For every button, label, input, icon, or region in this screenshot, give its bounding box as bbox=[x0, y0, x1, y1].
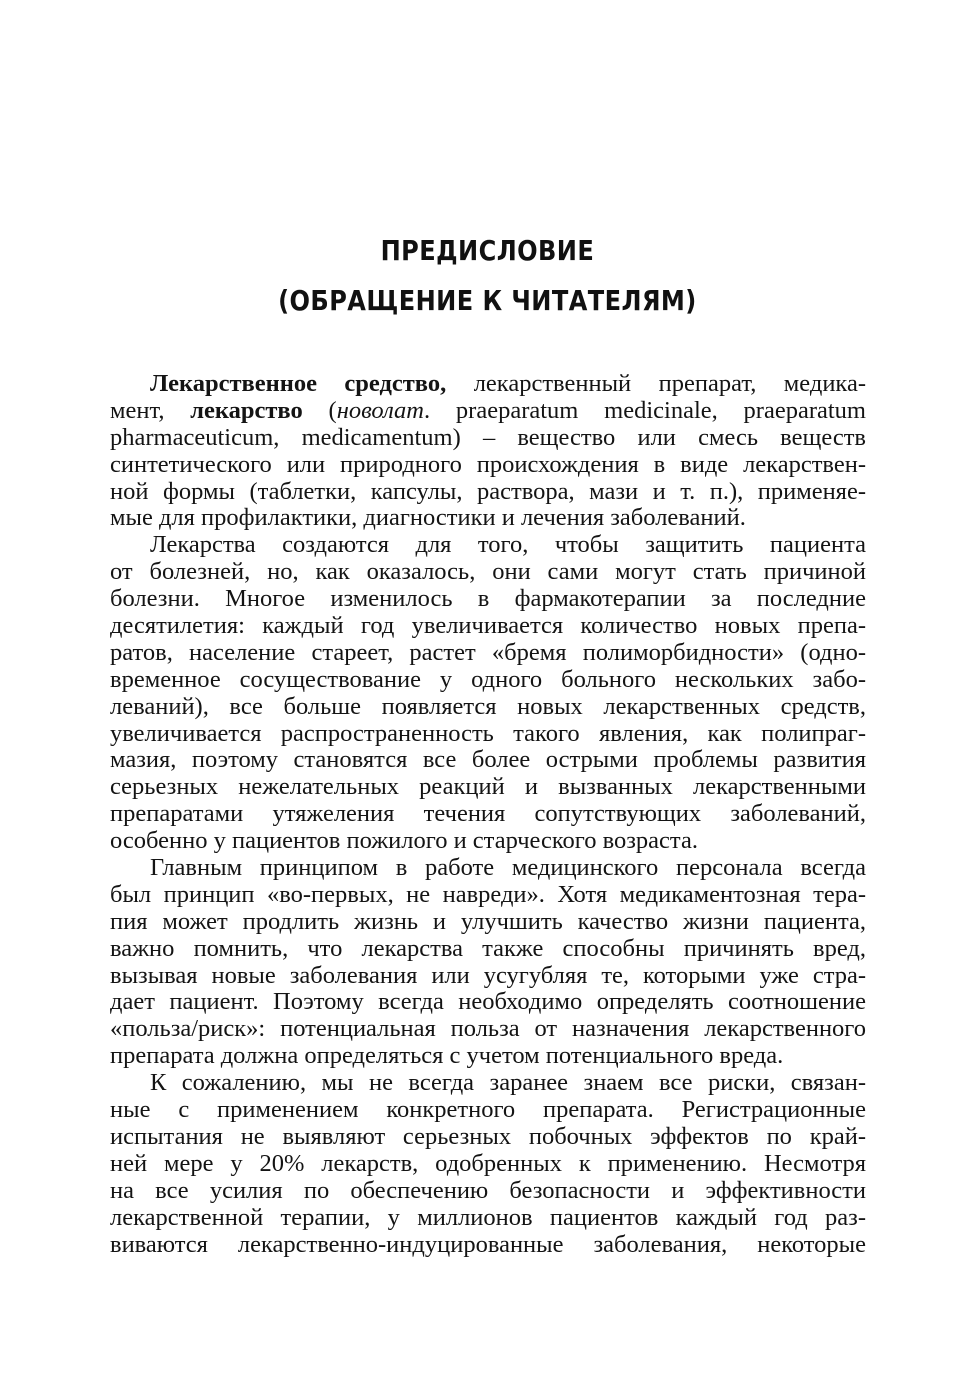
text-segment: Лекарства создаются для того, чтобы защитить пациента bbox=[150, 531, 866, 559]
text-segment: от болезней, но, как оказалось, они сами могут стать причиной bbox=[110, 558, 866, 586]
text-line bbox=[110, 505, 866, 532]
text-line bbox=[110, 1205, 866, 1232]
text-segment: ней мере у 20% лекарств, одобренных к применению. Несмотря bbox=[110, 1149, 866, 1177]
text-line bbox=[110, 774, 866, 801]
bold-term: лекарство bbox=[190, 396, 303, 424]
text-segment: испытания не выявляют серьезных побочных эффектов по край- bbox=[110, 1122, 866, 1150]
text-line bbox=[110, 963, 866, 990]
text-line bbox=[110, 909, 866, 936]
text-segment: препаратами утяжеления течения сопутствующих заболеваний, bbox=[110, 800, 866, 828]
text-line bbox=[110, 747, 866, 774]
text-segment: временное сосуществование у одного больного нескольких забо- bbox=[110, 665, 866, 693]
heading-line-1: ПРЕДИСЛОВИЕ bbox=[380, 234, 595, 267]
text-segment: на все усилия по обеспечению безопасности и эффективности bbox=[110, 1176, 866, 1204]
text-line bbox=[110, 936, 866, 963]
text-segment: ной формы (таблетки, капсулы, раствора, мази и т. п.), применяе- bbox=[110, 477, 866, 505]
text-segment: Главным принципом в работе медицинского персонала всегда bbox=[150, 854, 866, 882]
text-line bbox=[110, 801, 866, 828]
paragraph bbox=[110, 1070, 866, 1258]
heading-line-2: (ОБРАЩЕНИЕ К ЧИТАТЕЛЯМ) bbox=[278, 284, 697, 317]
text-line bbox=[110, 1124, 866, 1151]
text-segment: был принцип «во-первых, не навреди». Хотя медикаментозная тера- bbox=[110, 880, 866, 908]
text-segment: лекарственной терапии, у миллионов пациентов каждый год раз- bbox=[110, 1203, 866, 1231]
text-line bbox=[110, 398, 866, 425]
bold-term: Лекарственное средство, bbox=[150, 370, 447, 397]
text-line bbox=[110, 452, 866, 479]
paragraph bbox=[110, 532, 866, 855]
text-line bbox=[110, 532, 866, 559]
text-line bbox=[110, 1070, 866, 1097]
text-segment: pharmaceuticum, medicamentum) – вещество или смесь веществ bbox=[110, 423, 866, 451]
text-line bbox=[110, 989, 866, 1016]
text-line bbox=[110, 479, 866, 506]
text-segment: К сожалению, мы не всегда заранее знаем все риски, связан- bbox=[150, 1069, 866, 1097]
text-segment: важно помнить, что лекарства также способны причинять вред, bbox=[110, 934, 866, 962]
text-line bbox=[110, 694, 866, 721]
text-segment: . praeparatum medicinale, praeparatum bbox=[424, 396, 866, 424]
text-segment: мые для профилактики, диагностики и лечения заболеваний. bbox=[110, 504, 746, 532]
text-segment: вызывая новые заболевания или усугубляя те, которыми уже стра- bbox=[110, 961, 866, 989]
text-segment: ратов, население стареет, растет «бремя полиморбидности» (одно- bbox=[110, 638, 866, 666]
text-segment: ( bbox=[302, 396, 337, 424]
text-line bbox=[110, 371, 866, 398]
text-segment: виваются лекарственно-индуцированные заболевания, некоторые bbox=[110, 1230, 866, 1258]
text-line bbox=[110, 855, 866, 882]
paragraph bbox=[110, 371, 866, 532]
text-line bbox=[110, 1151, 866, 1178]
text-line bbox=[110, 1232, 866, 1259]
text-segment: леваний), все больше появляется новых лекарственных средств, bbox=[110, 692, 866, 720]
text-segment: увеличивается распространенность такого явления, как полипраг- bbox=[110, 719, 866, 747]
text-line bbox=[110, 559, 866, 586]
text-segment: особенно у пациентов пожилого и старческого возраста. bbox=[110, 827, 698, 855]
text-segment: мазия, поэтому становятся все более острыми проблемы развития bbox=[110, 746, 866, 774]
text-segment: препарата должна определяться с учетом потенциального вреда. bbox=[110, 1042, 784, 1070]
text-segment: десятилетия: каждый год увеличивается количество новых препа- bbox=[110, 612, 866, 640]
text-line bbox=[110, 613, 866, 640]
italic-term: новолат bbox=[336, 396, 424, 424]
text-segment: «польза/риск»: потенциальная польза от назначения лекарственного bbox=[110, 1015, 866, 1043]
text-segment: ные с применением конкретного препарата. Регистрационные bbox=[110, 1096, 866, 1124]
text-line bbox=[110, 1043, 866, 1070]
text-line bbox=[110, 1097, 866, 1124]
text-segment: серьезных нежелательных реакций и вызванных лекарственными bbox=[110, 773, 866, 801]
text-line bbox=[110, 1016, 866, 1043]
text-segment: лекарственный препарат, медика- bbox=[446, 370, 866, 397]
text-line bbox=[110, 1178, 866, 1205]
text-line bbox=[110, 640, 866, 667]
text-segment: дает пациент. Поэтому всегда необходимо определять соотношение bbox=[110, 988, 866, 1016]
page-heading bbox=[68, 226, 907, 326]
text-line bbox=[110, 667, 866, 694]
text-segment: синтетического или природного происхождения в виде лекарствен- bbox=[110, 450, 866, 478]
text-line bbox=[110, 721, 866, 748]
text-segment: пия может продлить жизнь и улучшить качество жизни пациента, bbox=[110, 907, 866, 935]
text-line bbox=[110, 586, 866, 613]
text-segment: мент, bbox=[110, 396, 191, 424]
body-text bbox=[110, 371, 866, 1258]
text-segment: болезни. Многое изменилось в фармакотерапии за последние bbox=[110, 585, 866, 613]
text-line bbox=[110, 828, 866, 855]
paragraph bbox=[110, 855, 866, 1070]
text-line bbox=[110, 425, 866, 452]
text-line bbox=[110, 882, 866, 909]
